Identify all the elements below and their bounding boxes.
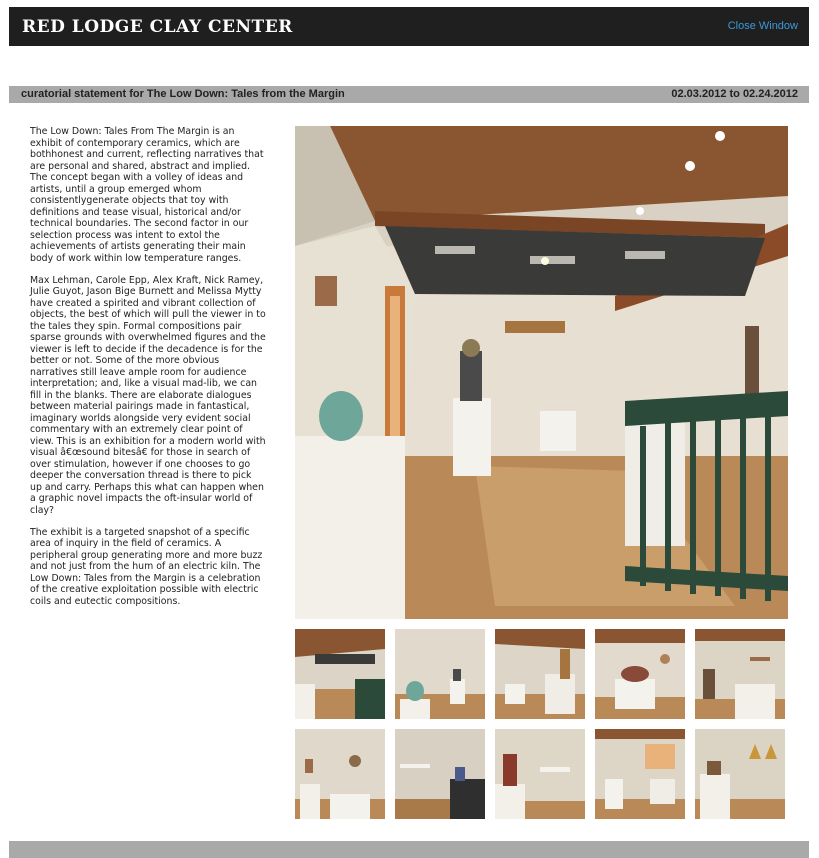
exhibit-title-bar [9,86,809,103]
gallery-thumbnail-5[interactable] [695,629,785,719]
statement-paragraph: The Low Down: Tales From The Margin is an exhibit of contemporary ceramics, which are bothhonest and current, reflecting narratives that are personal and shared, abstract and implied. The concept began with a volley of ideas and artists, until a group emerged whom consistentlygenerate objects that toy with definitions and tease visual, historical and/or technical boundaries. The second factor in our selection process was intent to extol the achievements of artists generating their main body of work within low temperature ranges. [30,126,264,264]
statement-paragraph: Max Lehman, Carole Epp, Alex Kraft, Nick Ramey, Julie Guyot, Jason Bige Burnett and Melissa Mytty have created a spirited and vibrant collection of objects, the best of which will pull the viewer in to the tales they spin. Formal compositions pair sparse grounds with overwhelmed figures and the viewer is left to decide if the decadence is for the better or not. Some of the more obvious narratives still leave ample room for audience interpretation; and, like a visual mad-lib, we can fill in the blanks. There are elaborate dialogues between material pairings made in fantastical, imaginary worlds alongside very evident social commentary with an extremely clear point of view. This is an exhibition for a modern world with visual â€œsound bitesâ€ for those in search of over stimulation, however if one chooses to go deeper the conversation thread is there to pick up and carry. Perhaps this what can happen when a graphic novel impacts the oft-insular world of clay? [30,274,266,516]
gallery-thumbnail-4[interactable] [595,629,685,719]
gallery-thumbnail-2[interactable] [395,629,485,719]
close-window-link[interactable]: Close Window [727,20,798,32]
gallery-thumbnail-1[interactable] [295,629,385,719]
gallery-thumbnail-7[interactable] [395,729,485,819]
site-header [9,7,809,46]
gallery-thumbnail-8[interactable] [495,729,585,819]
gallery-thumbnail-10[interactable] [695,729,785,819]
exhibit-date-range: 02.03.2012 to 02.24.2012 [671,88,798,100]
footer-bar [9,841,809,858]
exhibit-title: curatorial statement for The Low Down: Tales from the Margin [21,88,345,100]
curatorial-statement [30,126,266,618]
site-logo: RED LODGE CLAY CENTER [22,17,293,37]
statement-paragraph: The exhibit is a targeted snapshot of a specific area of inquiry in the field of ceramics. A peripheral group generating more and more buzz and not just from the hum of an electric kiln. The Low Down: Tales from the Margin is a celebration of the creative exploitation possible with electric coils and eutectic compositions. [30,526,263,607]
main-gallery-photo [295,126,788,619]
gallery-thumbnail-9[interactable] [595,729,685,819]
gallery-thumbnail-6[interactable] [295,729,385,819]
gallery-thumbnail-3[interactable] [495,629,585,719]
